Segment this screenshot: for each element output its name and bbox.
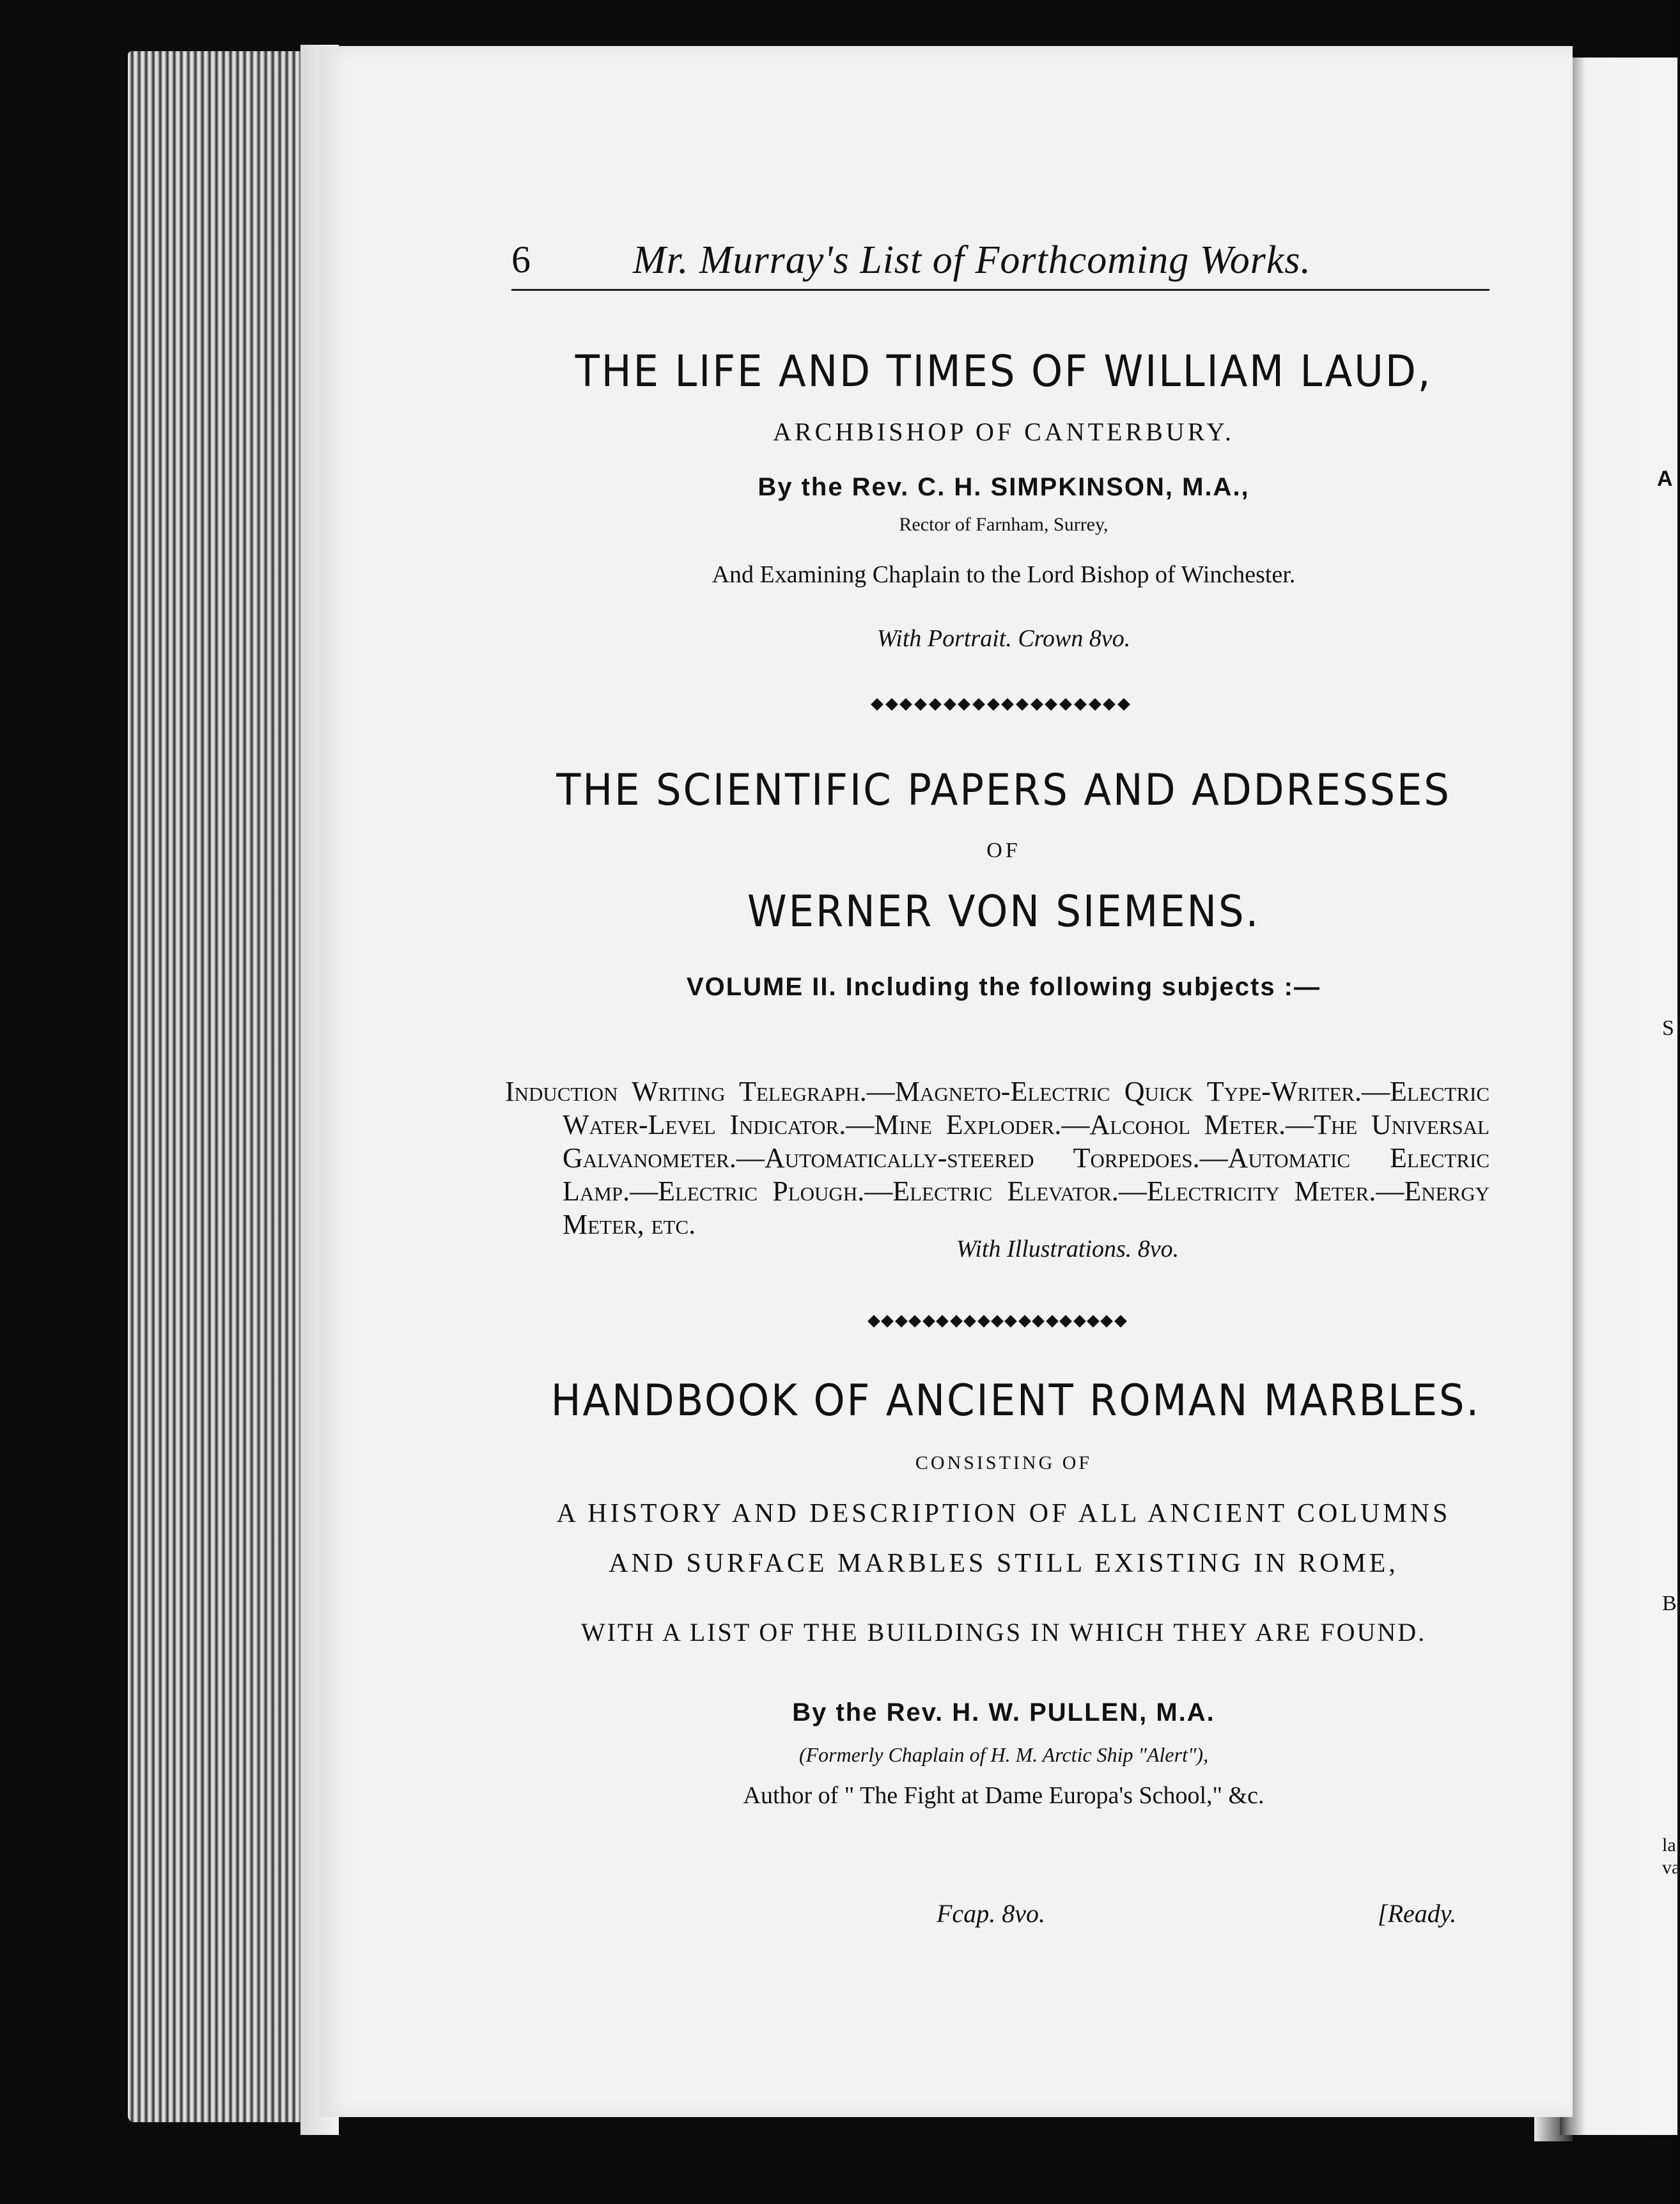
book1-format: With Portrait. Crown 8vo. xyxy=(876,625,1131,652)
facing-page xyxy=(1560,58,1680,2135)
book3-author: By the Rev. H. W. PULLEN, M.A. xyxy=(792,1698,1215,1727)
book1-author: By the Rev. C. H. SIMPKINSON, M.A., xyxy=(758,473,1250,501)
book3-format: Fcap. 8vo. xyxy=(937,1899,1045,1928)
book3-title: HANDBOOK OF ANCIENT ROMAN MARBLES. xyxy=(550,1376,1481,1426)
running-head xyxy=(511,238,1489,291)
book2-of: OF xyxy=(986,839,1021,862)
facing-page-fragment: va xyxy=(1662,1857,1680,1878)
facing-page-fragment: la xyxy=(1662,1835,1676,1856)
book2-format: With Illustrations. 8vo. xyxy=(956,1236,1179,1262)
book3-author-note: (Formerly Chaplain of H. M. Arctic Ship "Alert"), xyxy=(798,1743,1209,1766)
book3-author-work: Author of " The Fight at Dame Europa's School," &c. xyxy=(743,1782,1264,1809)
book1-subtitle: ARCHBISHOP OF CANTERBURY. xyxy=(773,417,1234,446)
book3-consisting: CONSISTING OF xyxy=(915,1452,1093,1473)
page-number: 6 xyxy=(511,238,531,281)
book1-author-position2: And Examining Chaplain to the Lord Bishop of Winchester. xyxy=(712,561,1296,588)
book3-desc-line3: WITH A LIST OF THE BUILDINGS IN WHICH THEY ARE FOUND. xyxy=(580,1618,1427,1647)
facing-page-fragment: A xyxy=(1657,467,1673,491)
ornament-divider xyxy=(869,1315,1125,1328)
book2-title: THE SCIENTIFIC PAPERS AND ADDRESSES xyxy=(556,765,1451,816)
running-title: Mr. Murray's List of Forthcoming Works. xyxy=(633,238,1311,282)
book3-status: [Ready. xyxy=(1378,1899,1457,1928)
ornament-divider xyxy=(873,698,1128,711)
book3-desc-line2: AND SURFACE MARBLES STILL EXISTING IN ROME, xyxy=(609,1549,1399,1578)
book2-volume: VOLUME II. Including the following subjects :— xyxy=(687,973,1321,1001)
book2-subject-name: WERNER VON SIEMENS. xyxy=(747,887,1261,937)
page xyxy=(320,46,1573,2117)
page-edges xyxy=(128,51,320,2122)
book1-title: THE LIFE AND TIMES OF WILLIAM LAUD, xyxy=(575,346,1433,397)
book1-author-position: Rector of Farnham, Surrey, xyxy=(899,514,1108,535)
book3-desc-line1: A HISTORY AND DESCRIPTION OF ALL ANCIENT COLUMNS xyxy=(556,1499,1451,1528)
facing-page-fragment: B xyxy=(1662,1592,1677,1615)
book2-subjects: Induction Writing Telegraph.—Magneto-Electric Quick Type-Writer.—Electric Water-Level Indicator.—Mine Exploder.—Alcohol Meter.—The Universal Galvanometer.—Automatically-steered Torpedoes.—Automatic Electric Lamp.—Electric Plough.—Electric Elevator.—Electricity Meter.—Energy Meter, etc. xyxy=(505,1076,1489,1240)
facing-page-fragment: S xyxy=(1662,1016,1674,1040)
